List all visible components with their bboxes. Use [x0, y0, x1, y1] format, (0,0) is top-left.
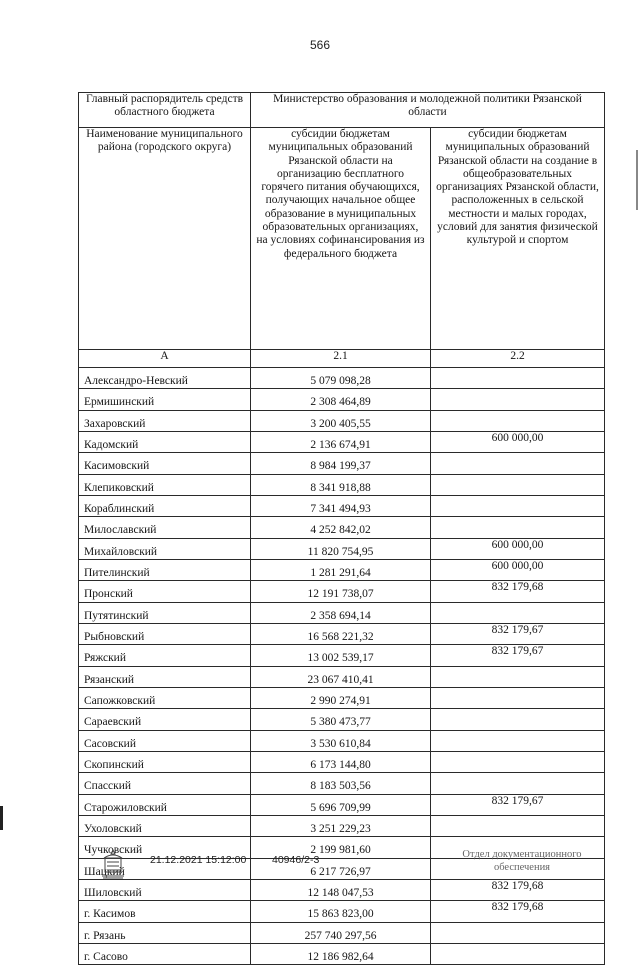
row-name: Сараевский	[79, 709, 251, 730]
table-row	[79, 495, 605, 516]
row-value-2-2	[431, 666, 605, 687]
row-value-2-1: 12 186 982,64	[251, 943, 431, 964]
coat-of-arms-icon	[98, 848, 128, 880]
row-value-2-1: 8 341 918,88	[251, 474, 431, 495]
row-value-2-2: 832 179,67	[431, 623, 605, 644]
table-row	[79, 602, 605, 623]
table-row	[79, 645, 605, 666]
row-value-2-2	[431, 368, 605, 389]
row-name: Чучковский	[79, 837, 251, 858]
header-row-codes	[79, 350, 605, 368]
footer-datetime: 21.12.2021 15:12:00	[150, 854, 247, 866]
header-row-distributor	[79, 93, 605, 128]
table-row	[79, 517, 605, 538]
row-value-2-1: 12 148 047,53	[251, 879, 431, 900]
column-code-a: А	[79, 350, 251, 368]
row-name: Касимовский	[79, 453, 251, 474]
table-row	[79, 943, 605, 964]
row-value-2-2: 832 179,67	[431, 645, 605, 666]
row-name: Пронский	[79, 581, 251, 602]
footer-doc-number: 40946/2-3	[272, 854, 320, 866]
row-value-2-2	[431, 815, 605, 836]
row-name: Кадомский	[79, 431, 251, 452]
table-row	[79, 794, 605, 815]
row-value-2-1: 8 984 199,37	[251, 453, 431, 474]
row-value-2-1: 2 199 981,60	[251, 837, 431, 858]
department-stamp	[447, 848, 597, 874]
table-row	[79, 559, 605, 580]
table-row	[79, 581, 605, 602]
distributor-value: Министерство образования и молодежной политики Рязанской области	[251, 93, 605, 128]
table-row	[79, 773, 605, 794]
table-row	[79, 815, 605, 836]
scan-edge-mark	[0, 806, 3, 830]
row-name: г. Рязань	[79, 922, 251, 943]
row-name: Рыбновский	[79, 623, 251, 644]
table-row	[79, 687, 605, 708]
row-value-2-2: 832 179,68	[431, 879, 605, 900]
row-value-2-2: 600 000,00	[431, 559, 605, 580]
row-name: Сапожковский	[79, 687, 251, 708]
row-name: Сасовский	[79, 730, 251, 751]
row-value-2-1: 5 696 709,99	[251, 794, 431, 815]
row-name: Ряжский	[79, 645, 251, 666]
row-value-2-2: 600 000,00	[431, 538, 605, 559]
row-value-2-1: 16 568 221,32	[251, 623, 431, 644]
row-value-2-2	[431, 922, 605, 943]
page-number: 566	[309, 38, 331, 52]
row-name: Путятинский	[79, 602, 251, 623]
table-row	[79, 879, 605, 900]
table-row	[79, 431, 605, 452]
row-value-2-2: 832 179,67	[431, 794, 605, 815]
row-name: Кораблинский	[79, 495, 251, 516]
row-value-2-1: 3 200 405,55	[251, 410, 431, 431]
table-row	[79, 751, 605, 772]
stamp-line-1: Отдел документационного	[462, 849, 582, 860]
table-row	[79, 709, 605, 730]
row-name: Рязанский	[79, 666, 251, 687]
row-name: Михайловский	[79, 538, 251, 559]
row-value-2-1: 3 530 610,84	[251, 730, 431, 751]
row-name: Спасский	[79, 773, 251, 794]
column-code-2-1: 2.1	[251, 350, 431, 368]
row-name: Ермишинский	[79, 389, 251, 410]
row-value-2-1: 2 136 674,91	[251, 431, 431, 452]
row-value-2-2	[431, 730, 605, 751]
row-name: Милославский	[79, 517, 251, 538]
column-header-subsidy-sports: субсидии бюджетам муниципальных образований Рязанской области на создание в общеобразовательных организациях Рязанской области, расположенных в сельской местности и малых городах, условий для занятия физической культурой и спортом	[431, 128, 605, 350]
column-header-name: Наименование муниципального района (городского округа)	[79, 128, 251, 350]
row-value-2-2	[431, 602, 605, 623]
row-value-2-1: 1 281 291,64	[251, 559, 431, 580]
row-name: Ухоловский	[79, 815, 251, 836]
table-row	[79, 368, 605, 389]
row-name: Шиловский	[79, 879, 251, 900]
row-value-2-2	[431, 389, 605, 410]
table-row	[79, 538, 605, 559]
row-value-2-2	[431, 474, 605, 495]
stamp-line-2: обеспечения	[493, 862, 551, 873]
row-value-2-1: 2 358 694,14	[251, 602, 431, 623]
budget-table	[78, 92, 605, 965]
table-row	[79, 410, 605, 431]
row-name: Пителинский	[79, 559, 251, 580]
table-row	[79, 730, 605, 751]
row-value-2-2	[431, 517, 605, 538]
row-value-2-1: 15 863 823,00	[251, 901, 431, 922]
table-row	[79, 474, 605, 495]
row-name: Захаровский	[79, 410, 251, 431]
row-value-2-1: 6 217 726,97	[251, 858, 431, 879]
row-value-2-1: 257 740 297,56	[251, 922, 431, 943]
row-value-2-2	[431, 709, 605, 730]
table-body	[79, 368, 605, 965]
table-row	[79, 666, 605, 687]
row-value-2-1: 2 990 274,91	[251, 687, 431, 708]
column-header-subsidy-meals: субсидии бюджетам муниципальных образований Рязанской области на организацию бесплатного горячего питания обучающихся, получающих начальное общее образование в муниципальных образовательных организациях, на условиях софинансирования из федерального бюджета	[251, 128, 431, 350]
row-value-2-1: 4 252 842,02	[251, 517, 431, 538]
scan-edge-mark-right	[636, 150, 638, 210]
table-row	[79, 922, 605, 943]
row-name: Клепиковский	[79, 474, 251, 495]
table-row	[79, 901, 605, 922]
row-value-2-2	[431, 773, 605, 794]
row-value-2-2: 832 179,68	[431, 581, 605, 602]
row-value-2-1: 2 308 464,89	[251, 389, 431, 410]
row-value-2-1: 8 183 503,56	[251, 773, 431, 794]
row-name: Шацкий	[79, 858, 251, 879]
row-value-2-1: 3 251 229,23	[251, 815, 431, 836]
row-name: г. Касимов	[79, 901, 251, 922]
row-value-2-1: 12 191 738,07	[251, 581, 431, 602]
row-value-2-1: 5 380 473,77	[251, 709, 431, 730]
row-value-2-2	[431, 751, 605, 772]
table-row	[79, 623, 605, 644]
row-value-2-1: 13 002 539,17	[251, 645, 431, 666]
row-value-2-2	[431, 943, 605, 964]
row-name: Александро-Невский	[79, 368, 251, 389]
row-value-2-2	[431, 495, 605, 516]
header-row-columns	[79, 128, 605, 350]
row-value-2-1: 6 173 144,80	[251, 751, 431, 772]
table-row	[79, 389, 605, 410]
row-value-2-2: 600 000,00	[431, 431, 605, 452]
row-value-2-2	[431, 687, 605, 708]
row-name: Старожиловский	[79, 794, 251, 815]
table-row	[79, 453, 605, 474]
row-value-2-1: 7 341 494,93	[251, 495, 431, 516]
row-value-2-2	[431, 410, 605, 431]
row-value-2-1: 11 820 754,95	[251, 538, 431, 559]
row-value-2-2	[431, 453, 605, 474]
row-value-2-1: 5 079 098,28	[251, 368, 431, 389]
distributor-label: Главный распорядитель средств областного бюджета	[79, 93, 251, 128]
column-code-2-2: 2.2	[431, 350, 605, 368]
row-value-2-2: 832 179,68	[431, 901, 605, 922]
row-name: г. Сасово	[79, 943, 251, 964]
row-name: Скопинский	[79, 751, 251, 772]
row-value-2-1: 23 067 410,41	[251, 666, 431, 687]
